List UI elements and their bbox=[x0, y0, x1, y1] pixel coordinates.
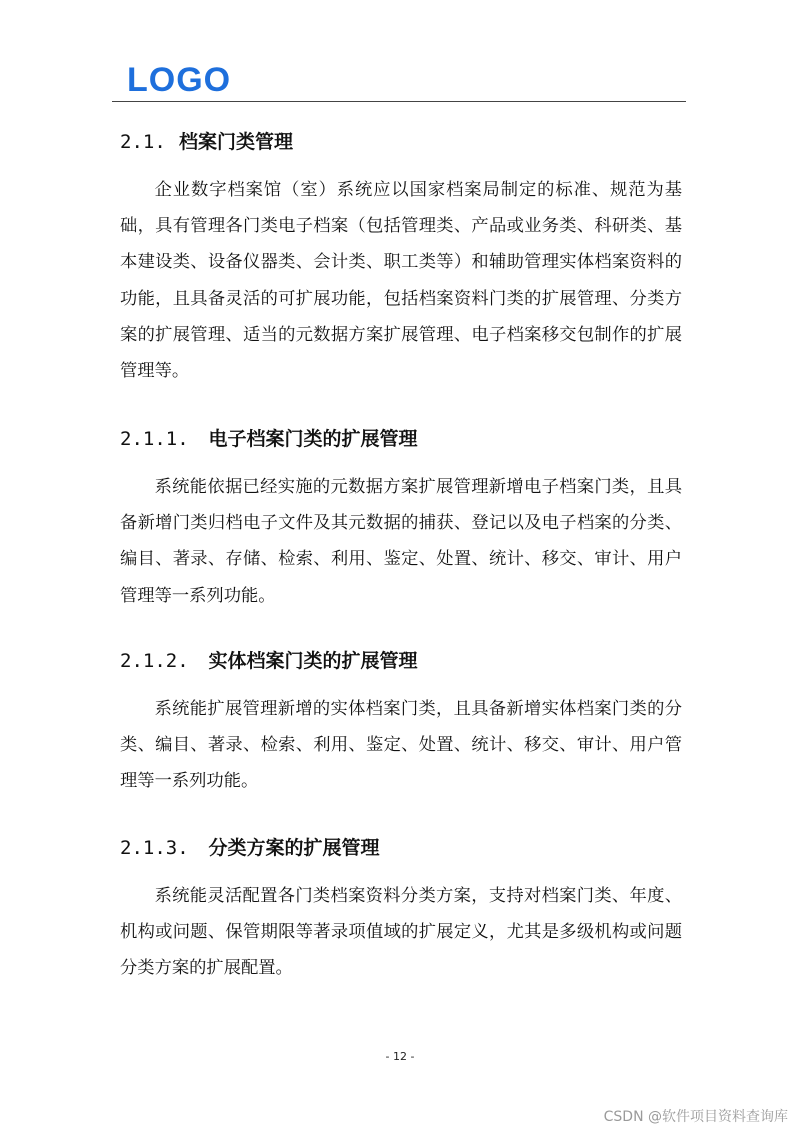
watermark: CSDN @软件项目资料查询库 bbox=[603, 1109, 788, 1125]
section-heading bbox=[120, 130, 293, 154]
subsection-title: 电子档案门类的扩展管理 bbox=[208, 428, 418, 450]
subsection-title: 分类方案的扩展管理 bbox=[208, 837, 380, 859]
subsection-number: 2.1.3. bbox=[120, 837, 189, 859]
subsection-heading bbox=[120, 649, 418, 673]
header-divider bbox=[112, 101, 686, 102]
logo: LOGO bbox=[127, 61, 232, 99]
subsection-heading bbox=[120, 836, 380, 860]
subsection-paragraph: 系统能依据已经实施的元数据方案扩展管理新增电子档案门类，且具备新增门类归档电子文件及其元数据的捕获、登记以及电子档案的分类、编目、著录、存储、检索、利用、鉴定、处置、统计、移交、审计、用户管理等一系列功能。 bbox=[120, 477, 682, 606]
subsection-number: 2.1.1. bbox=[120, 428, 189, 450]
subsection-paragraph: 系统能扩展管理新增的实体档案门类，且具备新增实体档案门类的分类、编目、著录、检索、利用、鉴定、处置、统计、移交、审计、用户管理等一系列功能。 bbox=[120, 699, 682, 792]
subsection-heading bbox=[120, 427, 418, 451]
section-paragraph: 企业数字档案馆（室）系统应以国家档案局制定的标准、规范为基础，具有管理各门类电子档案（包括管理类、产品或业务类、科研类、基本建设类、设备仪器类、会计类、职工类等）和辅助管理实体档案资料的功能，且具备灵活的可扩展功能，包括档案资料门类的扩展管理、分类方案的扩展管理、适当的元数据方案扩展管理、电子档案移交包制作的扩展管理等。 bbox=[120, 180, 682, 382]
subsection-number: 2.1.2. bbox=[120, 650, 189, 672]
section-number: 2.1. bbox=[120, 131, 166, 153]
page-number: - 12 - bbox=[385, 1050, 415, 1063]
section-title: 档案门类管理 bbox=[179, 131, 294, 153]
subsection-title: 实体档案门类的扩展管理 bbox=[208, 650, 418, 672]
subsection-paragraph: 系统能灵活配置各门类档案资料分类方案，支持对档案门类、年度、机构或问题、保管期限等著录项值域的扩展定义，尤其是多级机构或问题分类方案的扩展配置。 bbox=[120, 886, 682, 979]
